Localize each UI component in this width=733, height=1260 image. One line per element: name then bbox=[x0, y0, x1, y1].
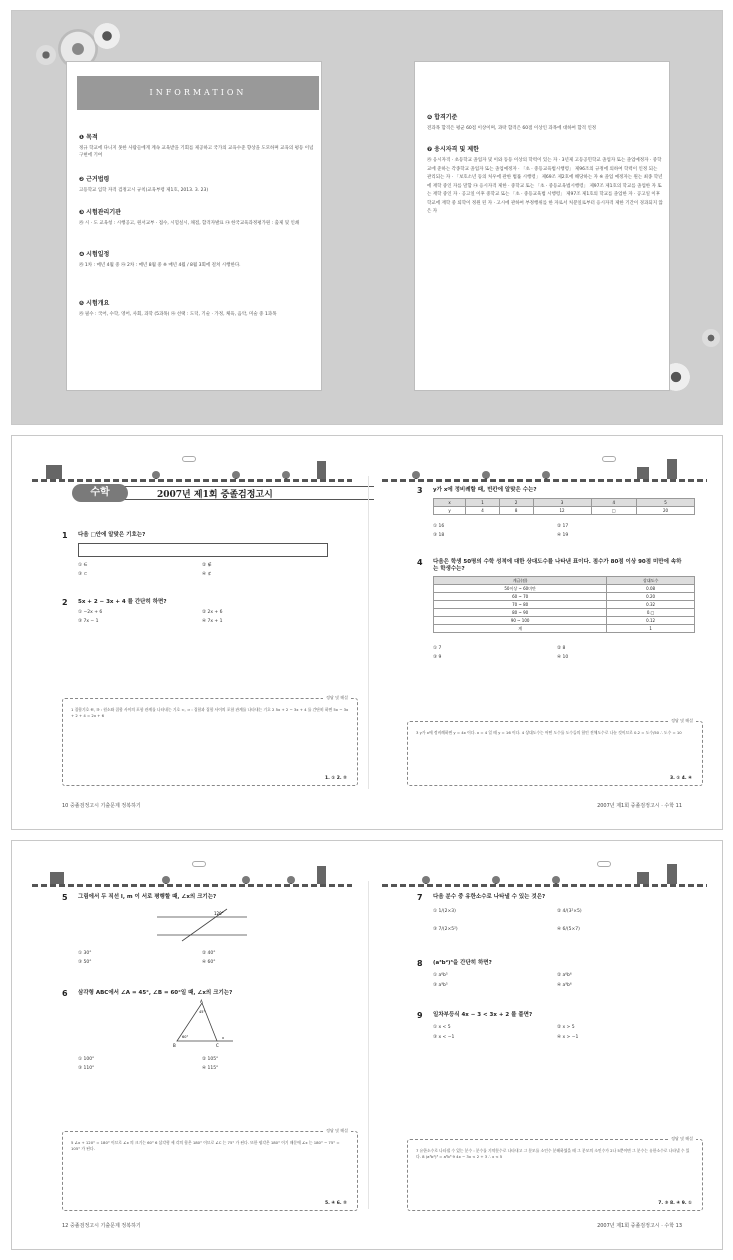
solution-text: 5 ∠x + 120° = 180° 이므로 ∠x 의 크기는 60° 6 삼각형 세 각의 합은 180° 이므로 ∠C 는 75° 가 된다. 또한 평각은 180° 이기 때문에 ∠x 는 180° − 75° = 105° 가 된다. bbox=[71, 1140, 340, 1151]
section-body: ㉮ 필수 : 국어, 수학, 영어, 사회, 과학 (5과목) ㉯ 선택 : 도덕, 기술 · 가정, 체육, 음악, 미술 중 1과목 bbox=[79, 312, 277, 317]
exam-spread-pages-12-13 bbox=[11, 840, 723, 1250]
question-text: 다음은 학생 50명의 수학 성적에 대한 상대도수를 나타낸 표이다. 점수가 80점 이상 90점 미만에 속하는 학생수는? bbox=[433, 559, 682, 572]
option[interactable]: ④ 7x + 1 bbox=[202, 619, 223, 624]
character-icon bbox=[637, 467, 649, 479]
option[interactable]: ① 30° bbox=[78, 951, 92, 956]
angle-label: 45° bbox=[199, 1010, 206, 1014]
building-icon bbox=[317, 866, 326, 884]
table-cell: 90 ~ 100 bbox=[434, 617, 607, 625]
pencil-icon bbox=[667, 864, 677, 884]
section-heading: ❷ 근거법령 bbox=[79, 176, 110, 183]
section-body: ㉮ 1차 : 매년 4월 중 ㉯ 2차 : 매년 8월 중 ※ 매년 4월 / 8월 3회에 걸쳐 시행한다. bbox=[79, 263, 241, 268]
vertex-label: C bbox=[216, 1043, 219, 1048]
question-number: 4 bbox=[417, 558, 423, 567]
cloud-icon bbox=[602, 456, 616, 462]
table-cell: 0.08 bbox=[607, 585, 695, 593]
building-icon bbox=[317, 461, 326, 479]
info-page-right bbox=[414, 61, 670, 391]
page-header-band bbox=[382, 859, 707, 887]
question-number: 3 bbox=[417, 486, 423, 495]
question-text: y가 x에 정비례할 때, 빈칸에 알맞은 수는? bbox=[433, 487, 537, 493]
question-number: 2 bbox=[62, 598, 68, 607]
question-8 bbox=[417, 959, 687, 999]
option[interactable]: ④ x > −1 bbox=[557, 1035, 579, 1040]
tree-icon bbox=[482, 471, 490, 479]
table-cell: 1 bbox=[466, 499, 500, 507]
question-text: (a³b²)³을 간단히 하면? bbox=[433, 960, 492, 966]
ground-line bbox=[32, 479, 352, 482]
info-section bbox=[79, 174, 315, 194]
table-cell: 60 ~ 70 bbox=[434, 593, 607, 601]
option[interactable]: ④ 60° bbox=[202, 960, 216, 965]
page-gutter bbox=[368, 476, 369, 789]
page-header-band bbox=[32, 454, 352, 482]
character-icon bbox=[637, 872, 649, 884]
section-heading: ❺ 시험개요 bbox=[79, 300, 110, 307]
table-cell: 50이상 ~ 60미만 bbox=[434, 585, 607, 593]
option[interactable]: ① ∈ bbox=[78, 563, 88, 568]
solution-heading: 정답 및 해설 bbox=[323, 1128, 351, 1134]
page-header-band bbox=[32, 859, 352, 887]
option[interactable]: ③ x < −1 bbox=[433, 1035, 455, 1040]
ground-line bbox=[32, 884, 352, 887]
option[interactable]: ① 1/(2×3) bbox=[433, 909, 456, 914]
question-number: 5 bbox=[62, 893, 68, 902]
info-title: INFORMATION bbox=[77, 76, 319, 110]
option[interactable]: ③ 18 bbox=[433, 533, 445, 538]
tree-icon bbox=[412, 471, 420, 479]
solution-box bbox=[62, 1128, 358, 1211]
option[interactable]: ③ ⊂ bbox=[78, 572, 88, 577]
option[interactable]: ② x > 5 bbox=[557, 1025, 575, 1030]
table-cell: 1 bbox=[607, 625, 695, 633]
tree-icon bbox=[287, 876, 295, 884]
question-5 bbox=[62, 893, 332, 968]
page-footer-left: 10 중졸검정고시 기출문제 정복하기 bbox=[62, 803, 141, 809]
table-cell: 12 bbox=[533, 507, 591, 515]
question-text: 그림에서 두 직선 l, m 이 서로 평행할 때, ∠x의 크기는? bbox=[78, 894, 217, 900]
vertex-label: B bbox=[173, 1043, 176, 1048]
info-page-left bbox=[66, 61, 322, 391]
info-spread bbox=[11, 10, 723, 425]
question-text: 다음 분수 중 유한소수로 나타낼 수 있는 것은? bbox=[433, 894, 546, 900]
option[interactable]: ① 7 bbox=[433, 646, 442, 651]
table-cell: x bbox=[434, 499, 466, 507]
section-heading: ❻ 합격기준 bbox=[427, 114, 458, 121]
question-text: 5x + 2 − 3x + 4 를 간단히 하면? bbox=[78, 599, 167, 605]
option[interactable]: ① 16 bbox=[433, 524, 445, 529]
table-cell: □ bbox=[591, 507, 636, 515]
table-cell: y bbox=[434, 507, 466, 515]
option[interactable]: ③ 50° bbox=[78, 960, 92, 965]
angle-label: 60° bbox=[182, 1035, 189, 1039]
character-icon bbox=[46, 465, 62, 479]
table-cell: 4 bbox=[591, 499, 636, 507]
option[interactable]: ② 105° bbox=[202, 1057, 219, 1062]
section-body: 전과목 합격은 평균 60점 이상이며, 과락 합격은 60점 이상인 과목에 대하여 합격 인정 bbox=[427, 126, 597, 131]
option[interactable]: ② 40° bbox=[202, 951, 216, 956]
page-gutter bbox=[368, 881, 369, 1209]
option[interactable]: ② 4/(3²×5) bbox=[557, 909, 582, 914]
page-footer-right: 2007년 제1회 중졸검정고시 · 수학 13 bbox=[597, 1223, 682, 1229]
table-cell: 8 bbox=[499, 507, 533, 515]
tree-icon bbox=[152, 471, 160, 479]
answer-key: 7. ③ 8. ④ 9. ① bbox=[658, 1201, 692, 1206]
section-body: ㉮ 시 · 도 교육청 : 시행공고, 원서교부 · 접수, 시험실시, 채점, 합격자발표 ㉯ 한국교육과정평가원 : 출제 및 인쇄 bbox=[79, 221, 300, 226]
table-cell: 0.20 bbox=[607, 593, 695, 601]
info-section bbox=[427, 112, 663, 132]
option[interactable]: ④ 115° bbox=[202, 1066, 219, 1071]
option[interactable]: ② 2x + 6 bbox=[202, 610, 223, 615]
info-section bbox=[427, 144, 663, 217]
answer-key: 1. ① 2. ② bbox=[324, 776, 347, 781]
option[interactable]: ② ∉ bbox=[202, 563, 212, 568]
question-number: 9 bbox=[417, 1011, 423, 1020]
cloud-icon bbox=[192, 861, 206, 867]
table-cell: 4 bbox=[466, 507, 500, 515]
question-3 bbox=[417, 486, 687, 546]
tree-icon bbox=[232, 471, 240, 479]
option[interactable]: ③ 7x − 1 bbox=[78, 619, 99, 624]
table-cell: 2 bbox=[499, 499, 533, 507]
table-cell: 5 bbox=[636, 499, 694, 507]
solution-heading: 정답 및 해설 bbox=[668, 1136, 696, 1142]
tree-icon bbox=[552, 876, 560, 884]
parallel-lines-figure bbox=[152, 905, 252, 945]
pencil-icon bbox=[667, 459, 677, 479]
question-9 bbox=[417, 1011, 687, 1051]
table-cell: 80 ~ 90 bbox=[434, 609, 607, 617]
table-cell: 계 bbox=[434, 625, 607, 633]
option[interactable]: ④ 10 bbox=[557, 655, 569, 660]
question-text: 삼각형 ABC에서 ∠A = 45°, ∠B = 60°일 때, ∠x의 크기는? bbox=[78, 990, 233, 996]
section-heading: ❼ 응시자격 및 제한 bbox=[427, 146, 479, 153]
tree-icon bbox=[422, 876, 430, 884]
tree-icon bbox=[282, 471, 290, 479]
page-footer-right: 2007년 제1회 중졸검정고시 · 수학 11 bbox=[597, 803, 682, 809]
proportion-table bbox=[433, 498, 695, 515]
table-cell: 0.□ bbox=[607, 609, 695, 617]
solution-text: 7 유한소수로 나타낼 수 있는 분수 : 분수를 기약분수로 나타내고 그 분모를 소인수 분해하였을 때 그 분모의 소인수가 2나 5뿐이면 그 분수는 유한소수로 나타낼 수 있다. 8 (a³b²)³ = a⁹b⁶ 9 4x − 3x < 2 + 3 ∴ x < 5 bbox=[416, 1148, 690, 1159]
table-cell: 계급(점) bbox=[434, 577, 607, 585]
info-section bbox=[79, 298, 315, 318]
angle-label: 120° bbox=[214, 911, 224, 916]
subject-tab: 수학 bbox=[72, 484, 128, 502]
tree-icon bbox=[542, 471, 550, 479]
solution-text: 3 y가 x에 정비례하면 y = 4x 이다. x = 4 일 때 y = 16 이다. 4 상대도수는 어떤 도수를 도수들의 합인 전체도수로 나눈 것이므로 0.2 = 도수/50 ∴ 도수 = 10 bbox=[416, 730, 682, 735]
ground-line bbox=[382, 479, 707, 482]
page-footer-left: 12 중졸검정고시 기출문제 정복하기 bbox=[62, 1223, 141, 1229]
solution-text: 1 집합기호 ∈, ∋ : 원소와 집합 사이의 포함 관계를 나타내는 기호 ⊂, ⊃ : 집합과 집합 사이의 포함 관계를 나타내는 기호 2 5x + 2 − 3x + 4 를 간단히 하면 5x − 3x + 2 + 4 = 2x + 6 bbox=[71, 707, 349, 718]
section-heading: ❸ 시험관리기관 bbox=[79, 209, 121, 216]
solution-box bbox=[407, 1136, 703, 1211]
section-body: ㉮ 응시자격 · 초등학교 졸업자 및 이와 동등 이상의 학력이 있는 자 · 3년제 고등공민학교 졸업자 또는 졸업예정자 · 중학교에 준하는 각종학교 졸업자 또는 졸업예정자 · 「초 · 중등교육법시행령」 제96조의 규정에 의하여 학력이 인정 되는 관리되는 자 · 「보호소년 등의 처우에 관한 법률 시행령」 제69조 제2호에 해당하는 자 ※ 졸업 예정자는 원는 최종 학년에 재학 중인 자를 말함 ㉯ 응시자격 제한 · 중학교 또는 「초 · 중등교육법시행령」 제97조 제1호의 학교를 졸업한 자 또는 재학 중인 자 · 공고일 이후 중학교 또는 「초 · 중등교육법 시행령」 제97조 제1호의 학교를 졸업한 자 · 공고일 이후 학교에 재학 중 퇴학이 정원 된 자 · 고시에 관하여 부정행위를 한 자로서 처분일로부터 응시자격 제한 기간이 경과되지 않은 자 bbox=[427, 158, 663, 214]
flower-decoration-icon bbox=[702, 329, 720, 347]
info-section bbox=[79, 132, 315, 159]
question-4 bbox=[417, 558, 687, 663]
exam-spread-pages-10-11 bbox=[11, 435, 723, 830]
answer-key: 3. ① 4. ④ bbox=[669, 776, 692, 781]
solution-box bbox=[62, 695, 358, 786]
tree-icon bbox=[242, 876, 250, 884]
table-cell: 상대도수 bbox=[607, 577, 695, 585]
option[interactable]: ③ a⁹b⁵ bbox=[433, 983, 448, 988]
option[interactable]: ① 100° bbox=[78, 1057, 95, 1062]
section-heading: ❶ 목적 bbox=[79, 134, 98, 141]
ground-line bbox=[382, 884, 707, 887]
question-text: 다음 □안에 알맞은 기호는? bbox=[78, 532, 146, 538]
option[interactable]: ③ 9 bbox=[433, 655, 442, 660]
question-2 bbox=[62, 598, 332, 638]
set-notation-box bbox=[78, 543, 328, 557]
section-body: 고등학교 입학 자격 검정고시 규칙(교육부령 제1호, 2013. 3. 23) bbox=[79, 188, 209, 193]
section-body: 정규 학교에 다니지 못한 사람들에게 계속 교육받을 기회를 제공하고 국가의 교육수준 향상을 도모하며 교육의 평등 이념 구현에 기여 bbox=[79, 146, 314, 158]
page-header-band bbox=[382, 454, 707, 482]
option[interactable]: ③ 110° bbox=[78, 1066, 95, 1071]
table-cell: 3 bbox=[533, 499, 591, 507]
question-text: 일차부등식 4x − 3 < 3x + 2 를 풀면? bbox=[433, 1012, 533, 1018]
cloud-icon bbox=[182, 456, 196, 462]
table-cell: 20 bbox=[636, 507, 694, 515]
frequency-table bbox=[433, 576, 695, 633]
question-7 bbox=[417, 893, 687, 953]
flower-decoration-icon bbox=[36, 45, 56, 65]
solution-heading: 정답 및 해설 bbox=[323, 695, 351, 701]
cloud-icon bbox=[597, 861, 611, 867]
solution-heading: 정답 및 해설 bbox=[668, 718, 696, 724]
option[interactable]: ④ 6/(5×7) bbox=[557, 927, 580, 932]
option[interactable]: ② 8 bbox=[557, 646, 566, 651]
character-icon bbox=[50, 872, 64, 884]
option[interactable]: ③ 7/(2×5²) bbox=[433, 927, 458, 932]
angle-label: x bbox=[222, 1036, 225, 1040]
flower-decoration-icon bbox=[94, 23, 120, 49]
option[interactable]: ② 17 bbox=[557, 524, 569, 529]
option[interactable]: ④ a⁹b⁶ bbox=[557, 983, 572, 988]
answer-key: 5. ④ 6. ② bbox=[324, 1201, 347, 1206]
question-6 bbox=[62, 989, 332, 1074]
table-cell: 70 ~ 80 bbox=[434, 601, 607, 609]
solution-box bbox=[407, 718, 703, 786]
question-number: 8 bbox=[417, 959, 423, 968]
info-section bbox=[79, 249, 315, 269]
tree-icon bbox=[162, 876, 170, 884]
vertex-label: A bbox=[200, 999, 203, 1004]
question-number: 7 bbox=[417, 893, 423, 902]
section-heading: ❹ 시험일정 bbox=[79, 251, 110, 258]
question-number: 6 bbox=[62, 989, 68, 998]
option[interactable]: ④ 19 bbox=[557, 533, 569, 538]
option[interactable]: ① x < 5 bbox=[433, 1025, 451, 1030]
option[interactable]: ① a⁶b⁵ bbox=[433, 973, 448, 978]
question-1 bbox=[62, 531, 332, 581]
option[interactable]: ④ ⊄ bbox=[202, 572, 212, 577]
question-number: 1 bbox=[62, 531, 68, 540]
option[interactable]: ② a⁶b⁶ bbox=[557, 973, 572, 978]
table-cell: 0.32 bbox=[607, 601, 695, 609]
tree-icon bbox=[492, 876, 500, 884]
triangle-figure bbox=[167, 999, 237, 1049]
option[interactable]: ① −2x + 6 bbox=[78, 610, 103, 615]
info-section bbox=[79, 207, 315, 227]
exam-title: 2007년 제1회 중졸검정고시 bbox=[157, 490, 273, 500]
table-cell: 0.12 bbox=[607, 617, 695, 625]
